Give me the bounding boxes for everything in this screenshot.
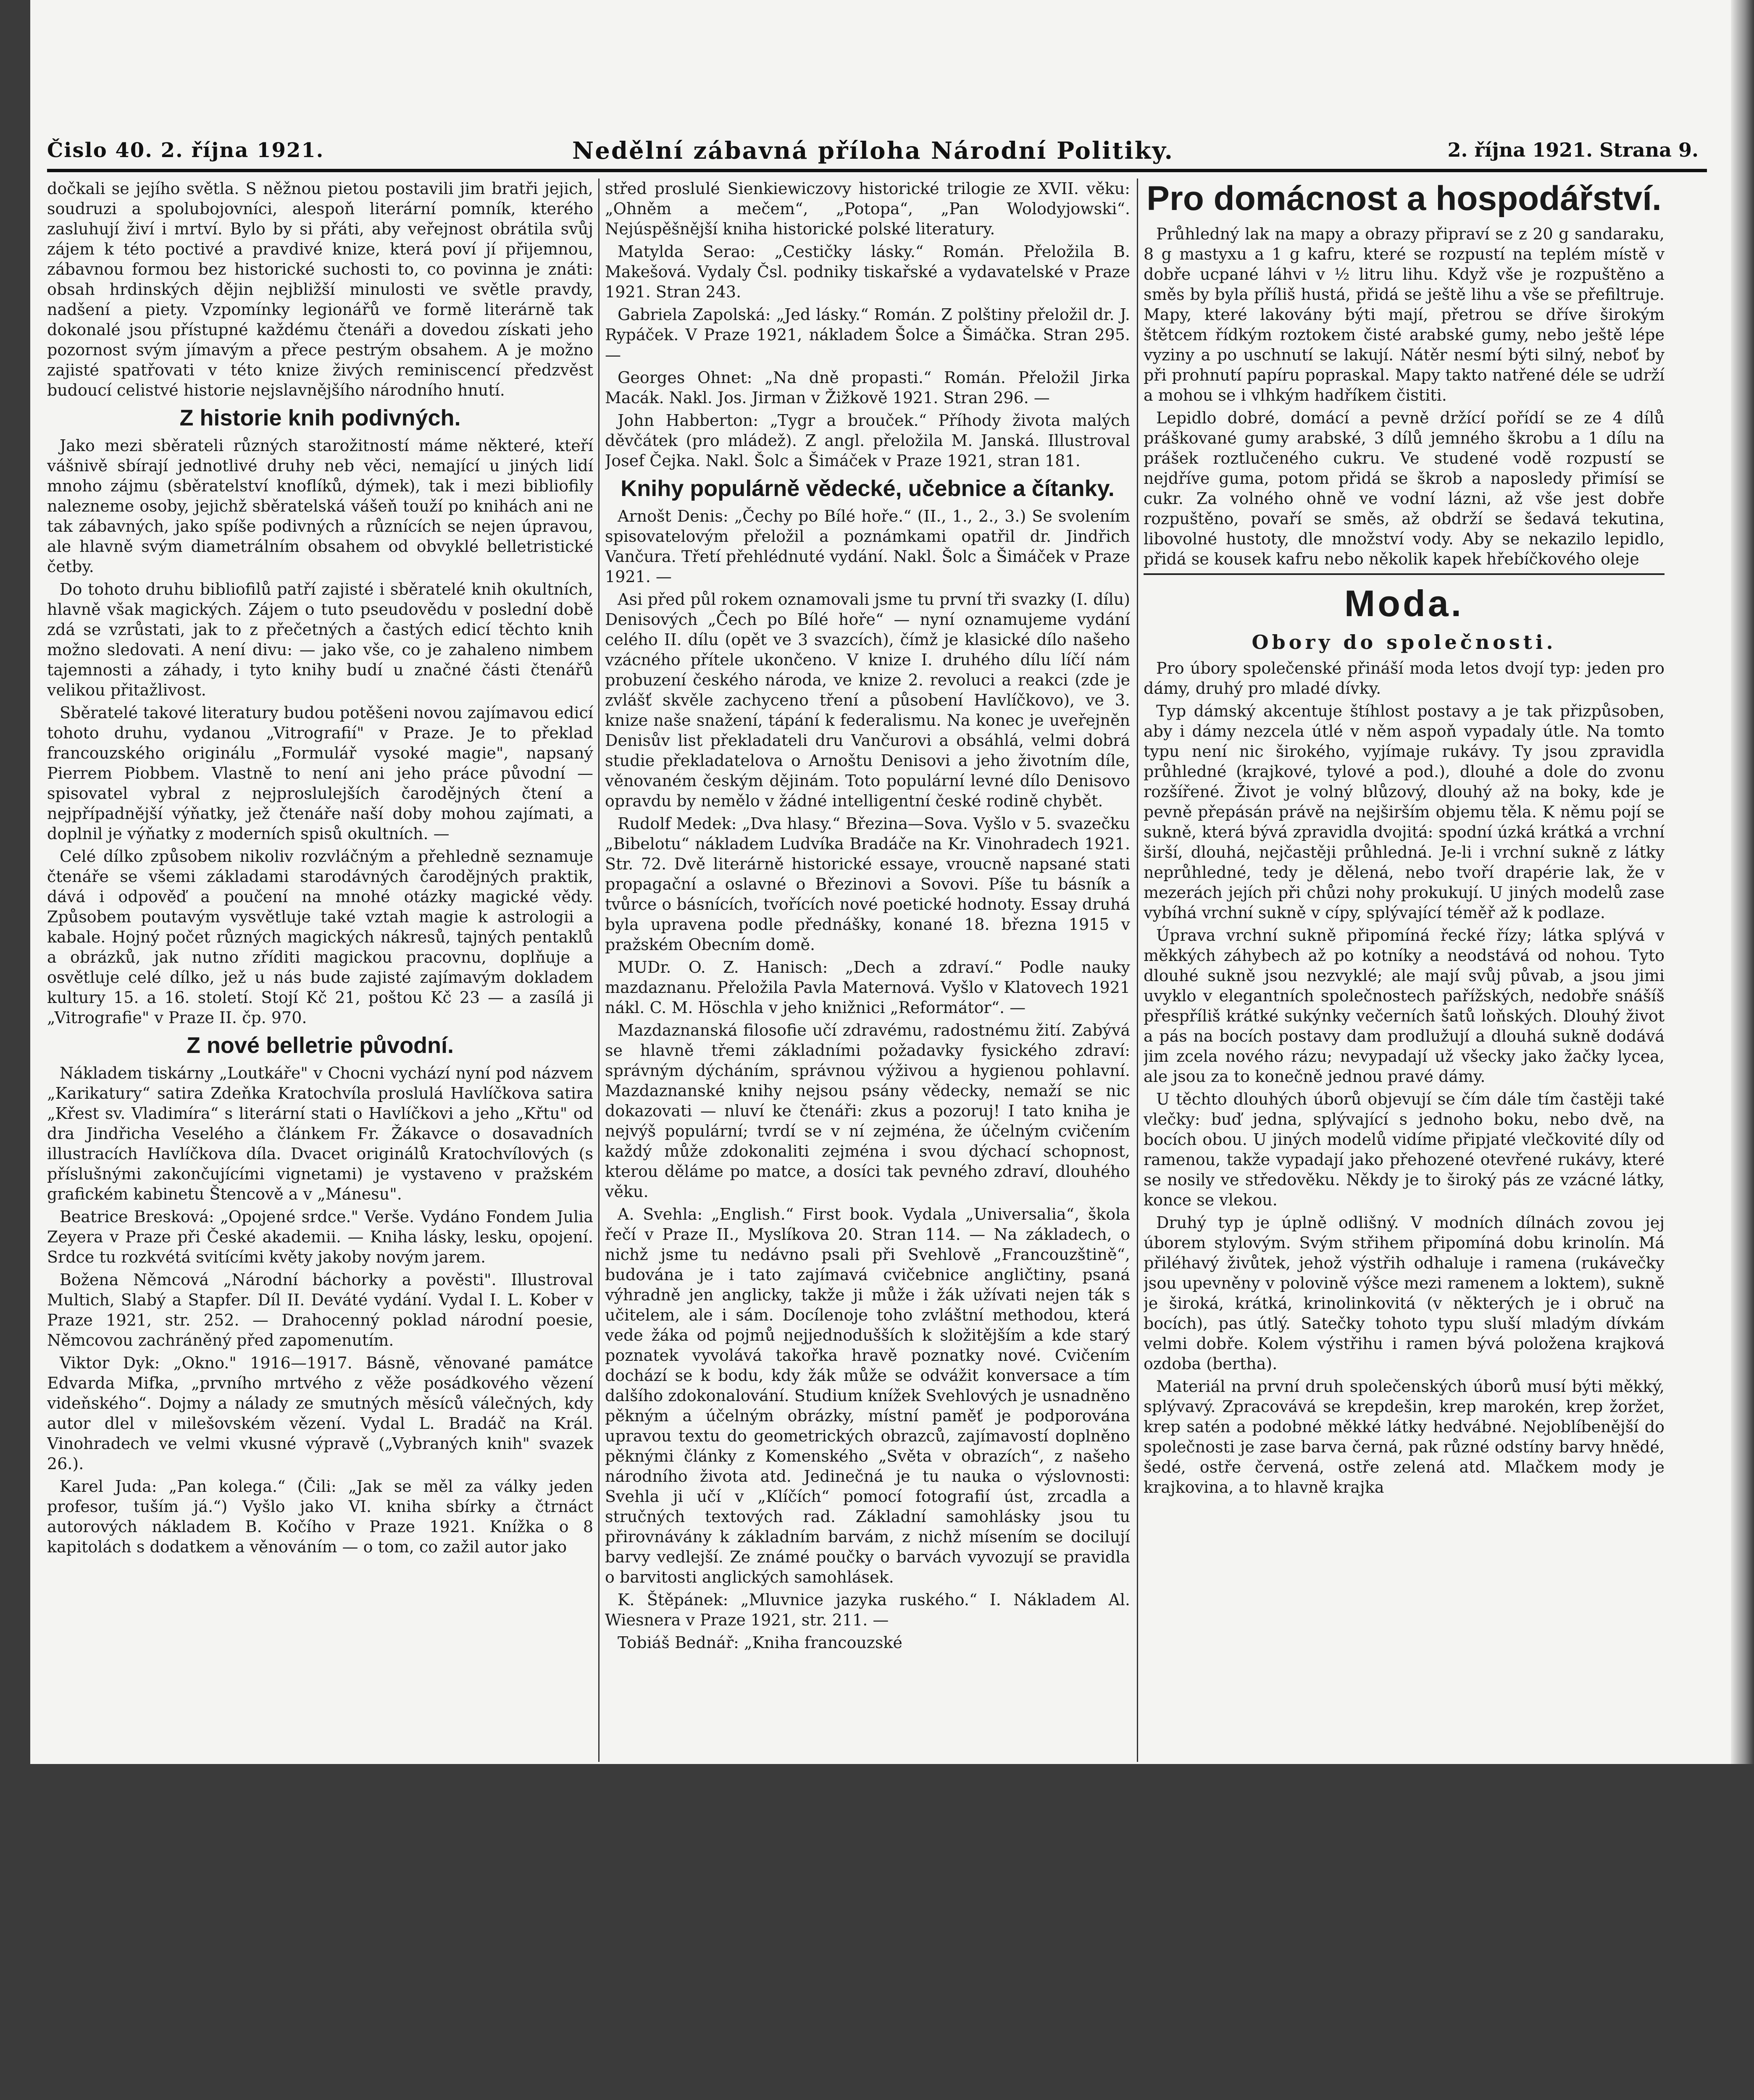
paragraph: John Habberton: „Tygr a brouček.“ Příhody života malých děvčátek (pro mládež). Z angl. přeložila M. Janská. Illustroval Josef Čejka. Nakl. Šolc a Šimáček v Praze 1921, stran 181.	[605, 411, 1130, 470]
paragraph: Materiál na první druh společenských úborů musí býti měkký, splývavý. Zpracovává se krepdešin, krep marokén, krep žoržet, krep satén a podobné měkké látky hedvábné. Nejoblíbenější do společnosti je zase barva černá, pak různé odstíny barvy hnědé, šedé, ostře červená, ostře zelená atd. Mlačkem mody je krajkovina, a to hlavně krajka	[1144, 1377, 1665, 1496]
paragraph: Matylda Serao: „Cestičky lásky.“ Román. Přeložila B. Makešová. Vydaly Čsl. podniky tiskařské a vydavatelské v Praze 1921. Stran 243.	[605, 242, 1130, 301]
column-rule	[598, 178, 600, 1762]
section-heading: Moda.	[1344, 583, 1464, 624]
paragraph: Božena Němcová „Národní báchorky a pověsti". Illustroval Multich, Slabý a Stapfer. Díl II. Deváté vydání. Vydal I. L. Kober v Praze 1921, str. 252. — Drahocenný poklad národní poesie, Němcovou zachráněný před zapomenutím.	[47, 1270, 593, 1349]
paragraph: Gabriela Zapolská: „Jed lásky.“ Román. Z polštiny přeložil dr. J. Rypáček. V Praze 1921, nákladem Šolce a Šimáčka. Stran 295. —	[605, 305, 1130, 364]
paragraph: Jako mezi sběrateli různých starožitností máme některé, kteří vášnivě sbírají jednotlivé druhy neb věci, nemající u jiných lidí mnoho zájmu (sběratelství knoflíků, dýmek), tak i mezi bibliofily nalezneme osoby, jejichž sběratelská vášeň touží po knihách ani ne tak zábavných, jako spíše podivných a různících se nejen úpravou, ale hlavně svým diametrálním obsahem od obvyklé belletristické četby.	[47, 436, 593, 576]
subheading: Obory do společnosti.	[1252, 631, 1557, 654]
paragraph: Karel Juda: „Pan kolega.“ (Čili: „Jak se měl za války jeden profesor, tuším já.“) Vyšlo jako VI. kniha sbírky a čtrnáct autorových nákladem B. Kočího v Praze 1921. Knížka o 8 kapitolách s dodatkem a věnováním — o tom, co zažil autor jako	[47, 1477, 593, 1556]
page-number: 2. října 1921. Strana 9.	[1447, 139, 1699, 161]
paragraph: Asi před půl rokem oznamovali jsme tu první tři svazky (I. dílu) Denisových „Čech po Bílé hoře“ — nyní oznamujeme vydání celého II. dílu (opět ve 3 svazcích), čímž je klasické dílo našeho vzácného přítele ukončeno. V knize I. druhého dílu líčí nám probuzení českého národa, ve knize 2. revoluci a reakci (zde je zvlášť skvěle zachyceno tření a působení Havlíčkovo), ve 3. knize naše snažení, tápání k federalismu. Na konec je uveřejněn Denisův list překladateli dru Vančurovi a obsáhlá, velmi dobrá studie překladatelova o Arnoštu Denisovi a jeho životním díle, věnovaném českým dějinám. Toto populární levné dílo Denisovo opravdu by nemělo v žádné intelligentní české rodině chybět.	[605, 590, 1130, 810]
section-heading: Pro domácnost a hospodářství.	[1147, 179, 1662, 218]
paragraph: střed proslulé Sienkiewiczovy historické trilogie ze XVII. věku: „Ohněm a mečem“, „Potopa“, „Pan Wolodyjowski“. Nejúspěšnější kniha historické polské literatury.	[605, 179, 1130, 238]
paragraph: K. Štěpánek: „Mluvnice jazyka ruského.“ I. Nákladem Al. Wiesnera v Praze 1921, str. 211. —	[605, 1591, 1130, 1629]
column-1	[47, 178, 593, 1762]
paragraph: Nákladem tiskárny „Loutkáře" v Chocni vychází nyní pod názvem „Karikatury“ satira Zdeňka Kratochvíla proslulá Havlíčkova satira „Křest sv. Vladimíra“ s literární stati o Havlíčkovi a jeho „Křtu" od dra Jindřicha Veselého a článkem Fr. Žákavce o dosavadních illustracích Havlíčkova díla. Dvacet originálů Kratochvílových (s příslušnými zakončujícími vignetami) je vystaveno v pražském grafickém kabinetu Štencově a v „Mánesu".	[47, 1064, 593, 1203]
page-edge-shadow	[1731, 0, 1754, 1764]
paragraph: Úprava vrchní sukně připomíná řecké řízy; látka splývá v měkkých záhybech až po kotníky a neodstává od nohou. Tyto dlouhé sukně jsou nezvyklé; ale mají svůj půvab, a jsou jimi uvyklo v elegantních společnostech pařížských, nedobře snášíš přespříliš krátké sukýnky večerních šatů loňských. Dlouhý život a pás na bocích postavy dam prodlužují a dlouhá sukně dodává jim zcela nového rázu; nevypadají už všecky jako žačky lycea, ale jsou za to konečně jednou pravé dámy.	[1144, 926, 1665, 1086]
paragraph: Průhledný lak na mapy a obrazy připraví se z 20 g sandaraku, 8 g mastyxu a 1 g kafru, které se rozpustí na teplém místě v dobře ucpané láhvi v ½ litru lihu. Když vše je rozpuštěno a směs by byla příliš hustá, přidá se ještě lihu a vše se přefiltruje. Mapy, které lakovány býti mají, přetrou se dříve širokým štětcem řídkým roztokem čisté arabské gumy, nebo ještě lépe vyziny a po uschnutí se lakují. Nátěr nesmí býti silný, neboť by při prohnutí papíru popraskal. Mapy takto natřené déle se udrží a mohou se i vlhkým hadříkem čistiti.	[1144, 225, 1665, 404]
paragraph: Mazdaznanská filosofie učí zdravému, radostnému žití. Zabývá se hlavně třemi základními požadavky fysického zdraví: správným dýcháním, správnou výživou a hygienou pohlavní. Mazdaznanské knihy nejsou psány vědecky, nemaží se nic dokazovati — nluví ke čtenáři: zkus a pozoruj! I tato kniha je nejvýš populární; tvrdí se v ní zejména, že účelným cvičením každý může zdokonaliti zejména i svou dýchací schopnost, kterou děláme po matce, a dosíci tak pevného zdraví, dlouhého věku.	[605, 1021, 1130, 1201]
paragraph: Do tohoto druhu bibliofilů patří zajisté i sběratelé knih okultních, hlavně však magických. Zájem o tuto pseudovědu v poslední době zdá se vzrůstati, jak to z přečetných a častých edicí těchto knih možno sledovati. A není divu: — jako vše, co je zahaleno nimbem tajemnosti a záhady, i tyto knihy budí u značné části čtenářů velikou přitažlivost.	[47, 580, 593, 699]
column-2	[605, 178, 1130, 1762]
paragraph: Georges Ohnet: „Na dně propasti.“ Román. Přeložil Jirka Macák. Nakl. Jos. Jirman v Žižkově 1921. Stran 296. —	[605, 368, 1130, 407]
paragraph: Lepidlo dobré, domácí a pevně držící pořídí se ze 4 dílů práškované gumy arabské, 3 dílů jemného škrobu a 1 dílu na prášek roztlučeného cukru. Ve studené vodě rozpustí se nejdříve guma, potom přidá se škrob a naposledy přimísí se cukr. Za volného ohně ve vodní lázni, až vše jest dobře rozpuštěno, povaří se směs, až obdrží se šedavá tekutina, libovolné hustoty, dle množství vody. Aby se nekazilo lepidlo, přidá se kousek kafru nebo několik kapek hřebíčkového oleje	[1144, 409, 1665, 568]
paragraph: MUDr. O. Z. Hanisch: „Dech a zdraví.“ Podle nauky mazdaznanu. Přeložila Pavla Maternová. Vyšlo v Klatovech 1921 nákl. C. M. Höschla v jeho knižnici „Reformátor“. —	[605, 958, 1130, 1017]
paragraph: Beatrice Bresková: „Opojené srdce." Verše. Vydáno Fondem Julia Zeyera v Praze při České akademii. — Kniha lásky, lesku, opojení. Srdce tu rozkvétá svitícími květy jakoby novým jarem.	[47, 1208, 593, 1266]
paragraph: U těchto dlouhých úborů objevují se čím dále tím častěji také vlečky: buď jedna, splývající s jednoho boku, nebo dvě, na bocích obou. U jiných modelů vidíme připjaté vlečkovité díly od ramenou, takže vypadají jako přehozené otevřené rukávy, které se nosily ve středověku. Někdy je to široký pás ze vzácné látky, konce se vlekou.	[1144, 1090, 1665, 1209]
paragraph: A. Svehla: „English.“ First book. Vydala „Universalia“, škola řečí v Praze II., Myslíkova 20. Stran 114. — Na základech, o nichž jsme tu nedávno psali při Svehlově „Francouzštině“, budována je i tato zajímavá cvičebnice angličtiny, psaná výhradně jen anglicky, takže ji může i žák užívati nejen ták s učitelem, ale i sám. Docílenoje toho zvláštní methodou, která vede žáka od pojmů nejjednodušších k složitějším a kde starý poznatek vyvolává takořka hravě poznatky nové. Cvičením dochází se k bodu, kdy žák může se odvážit konversace a tím dalšího zdokonalování. Studium knížek Svehlových je usnadněno pěkným a účelným obrázky, místní paměť je podporována upravou textu do geometrických obrazců, zajímavostí doplněno pěknými články z Komenského „Světa v obrazích“, z našeho národního života atd. Jedinečná je tu nauka o výslovnosti: Svehla ji učí v „Klíčích“ pomocí fotografií úst, zrcadla a stručných textových rad. Základní samohlásky jsou tu přirovnávány k základním barvám, z nichž mísením se docilují barvy vedlejší. Ze známé poučky o barvách vyvozují se pravidla o barvitosti anglických samohlásek.	[605, 1205, 1130, 1586]
masthead-title: Nedělní zábavná příloha Národní Politiky.	[572, 137, 1174, 165]
column-rule	[1137, 178, 1138, 1762]
paragraph: Sběratelé takové literatury budou potěšeni novou zajímavou edicí tohoto druhu, vydanou „Vitrografií" v Praze. Je to překlad francouzského originálu „Formulář vysoké magie", napsaný Pierrem Piobbem. Vlastně to není ani jeho práce původní — spisovatel vybral z nejproslulejších čarodějných čtení a nejpřípadnější výňatky, jež čtenáře naší doby mohou zajímati, a doplnil je výňatky z moderních spisů okultních. —	[47, 704, 593, 843]
section-heading: Z nové belletrie původní.	[186, 1033, 454, 1058]
header-rule	[47, 169, 1707, 172]
paragraph: dočkali se jejího světla. S něžnou pietou postavili jim bratři jejich, soudruzi a spolubojovníci, alespoň literární pomník, kterého zasluhují živí i mrtví. Bylo by si přáti, aby veřejnost obrátila svůj zájem k této poctivé a pravdivé knize, která poví jí přijemnou, zábavnou formou bez historické suchosti to, co povinna je znáti: obsah hrdinských dějin nejbližší minulosti ve světle pravdy, nadšení a piety. Vzpomínky legionářů ve formě literárně tak dokonalé jsou přístupné každému čtenáři a dovedou získati jeho pozornost svým jímavým a přece pestrým obsahem. A je možno zajisté spatřovati v této knize živých reminiscencí předzvěst budoucí celistvé historie nejslavnějšího národního hnutí.	[47, 179, 593, 399]
paragraph: Druhý typ je úplně odlišný. V modních dílnách zovou jej úborem stylovým. Svým střihem připomíná dobu krinolín. Má přiléhavý živůtek, jehož výstřih odhaluje i ramena (rukávečky jsou upevněny v polovině výšce mezi ramenem a loktem), sukně je široká, krátká, krinolinkovitá (v některých je i obruč na bocích), pas útlý. Satečky tohoto typu sluší mladým dívkám velmi dobře. Kolem výstřihu i ramen bývá položena krajková ozdoba (bertha).	[1144, 1213, 1665, 1373]
paragraph: Rudolf Medek: „Dva hlasy.“ Březina—Sova. Vyšlo v 5. svazečku „Bibelotu“ nákladem Ludvíka Bradáče na Kr. Vinohradech 1921. Str. 72. Dvě literárně historické essaye, vroucně napsané stati propagační a oslavné o Březinovi a Sovovi. Píše tu básník a tvůrce o básnících, tvořících nové poetické hodnoty. Essay druhá byla upravena podle přednášky, konané 18. března 1915 v pražském Obecním domě.	[605, 814, 1130, 954]
column-3	[1144, 178, 1665, 1762]
section-heading: Knihy populárně vědecké, učebnice a čítanky.	[621, 476, 1115, 501]
paragraph: Arnošt Denis: „Čechy po Bílé hoře.“ (II., 1., 2., 3.) Se svolením spisovatelovým přeložil a poznámkami opatřil dr. Jindřich Vančura. Třetí přehlédnuté vydání. Nakl. Šolc a Šimáček v Praze 1921. —	[605, 507, 1130, 586]
paragraph: Typ dámský akcentuje štíhlost postavy a je tak přizpůsoben, aby i dámy nezcela útlé v něm aspoň vypadaly útle. Na tomto typu není nic širokého, vyjímaje rukávy. Ty jsou zpravidla průhledné (krajkové, tylové a pod.), dlouhé a dole do zvonu rozšířené. Život je volný blůzový, dlouhý až na boky, kde je pevně přepásán právě na nejširším objemu těla. K němu pojí se sukně, která bývá zpravidla dvojitá: spodní úzká krátká a vrchní širší, dlouhá, nejčastěji průhledná. Je-li i vrchní sukně z látky neprůhledné, tedy je dělená, nebo tvoří drapérie lak, že v mezerách jejích při chůzi nohy prokukují. U jiných modelů zase vybíhá vrchní sukně v cípy, splývající téměř až k podlaze.	[1144, 702, 1665, 922]
section-rule	[1144, 573, 1665, 575]
paragraph: Tobiáš Bednář: „Kniha francouzské	[618, 1633, 902, 1652]
paragraph: Celé dílko způsobem nikoliv rozvláčným a přehledně seznamuje čtenáře se všemi základami starodávných čarodějných praktik, dává i odpověď a poučení na mnohé otázky magické vědy. Způsobem poutavým vysvětluje také vztah magie k astrologii a kabale. Hojný počet různých magických nákresů, tajných pentaklů a obrázků, jak nutno zříditi magickou pracovnu, doplňuje a osvětluje celé dílko, jež u nás bude zajisté zajímavým dokladem kultury 15. a 16. století. Stojí Kč 21, poštou Kč 23 — a zasílá ji „Vitrografie" v Praze II. čp. 970.	[47, 847, 593, 1027]
paragraph: Viktor Dyk: „Okno." 1916—1917. Básně, věnované památce Edvarda Mifka, „prvního mrtvého z věže posádkového vězení videňského“. Dojmy a nálady ze smutných měsíců válečných, kdy autor dlel v milešovském vězení. Vydal L. Bradáč na Král. Vinohradech ve velmi vkusné výpravě („Vybraných knih" svazek 26.).	[47, 1354, 593, 1473]
paragraph: Pro úbory společenské přináší moda letos dvojí typ: jeden pro dámy, druhý pro mladé dívky.	[1144, 659, 1665, 698]
issue-date: Čislo 40. 2. října 1921.	[47, 139, 324, 162]
section-heading: Z historie knih podivných.	[179, 405, 461, 430]
page-header	[47, 134, 1707, 168]
